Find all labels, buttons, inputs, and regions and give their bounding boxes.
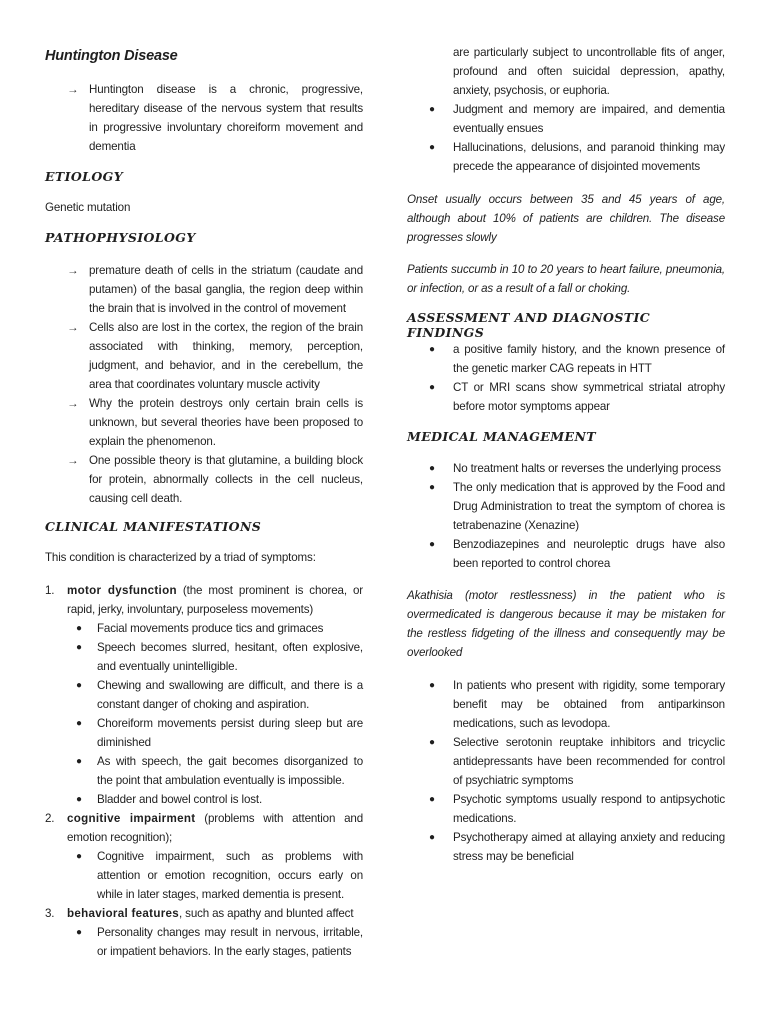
akathisia-paragraph: Akathisia (motor restlessness) in the patient who is overmedicated is dangerous because it may be mistaken for the restless fidgeting of the illness and consequently may be overlooked — [407, 589, 725, 659]
clinical-intro: This condition is characterized by a triad of symptoms: — [45, 551, 316, 564]
triad-item-motor: 1. motor dysfunction (the most prominent is chorea, or rapid, jerky, involuntary, purposeless movements) — [45, 584, 363, 616]
patho-item: → Cells also are lost in the cortex, the region of the brain associated with thinking, memory, perception, judgment, and behavior, and in the cerebellum, the area that coordinates voluntary muscle activity — [45, 318, 363, 394]
assessment-list — [407, 340, 725, 416]
management-list — [407, 459, 725, 573]
intro-paragraph — [45, 80, 363, 156]
arrow-icon: → — [67, 264, 79, 277]
pathophysiology-list — [45, 261, 363, 508]
treatment-list — [407, 676, 725, 866]
list-item: ● In patients who present with rigidity, some temporary benefit may be obtained from antiparkinson medications, such as levodopa. — [429, 679, 725, 730]
list-item: ● Hallucinations, delusions, and paranoid thinking may precede the appearance of disjointed movements — [429, 141, 725, 173]
triad-bullet: ● Cognitive impairment, such as problems with attention or emotion recognition, occurs early on while in later stages, marked dementia is present. — [76, 850, 363, 901]
list-item: ● Benzodiazepines and neuroleptic drugs have also been reported to control chorea — [429, 538, 725, 570]
intro-item — [45, 80, 363, 156]
list-item: ● Selective serotonin reuptake inhibitors and tricyclic antidepressants have been recommended for control of psychiatric symptoms — [429, 736, 725, 787]
triad-list — [45, 581, 363, 961]
clinical-heading: CLINICAL MANIFESTATIONS — [45, 519, 262, 534]
list-item: ● Psychotic symptoms usually respond to antipsychotic medications. — [429, 793, 725, 825]
assessment-heading: ASSESSMENT AND DIAGNOSTIC FINDINGS — [407, 310, 651, 340]
prognosis-paragraph: Patients succumb in 10 to 20 years to heart failure, pneumonia, or infection, or as a result of a fall or choking. — [407, 263, 725, 295]
list-item: ● Psychotherapy aimed at allaying anxiety and reducing stress may be beneficial — [429, 831, 725, 863]
list-item: ● No treatment halts or reverses the underlying process — [429, 462, 721, 475]
management-heading: MEDICAL MANAGEMENT — [407, 429, 596, 444]
triad-bullet: ● Facial movements produce tics and grimaces — [76, 622, 324, 635]
triad-bullet: ● Bladder and bowel control is lost. — [76, 793, 263, 806]
patho-item: → Why the protein destroys only certain brain cells is unknown, but several theories have been proposed to explain the phenomenon. — [45, 394, 363, 451]
pathophysiology-heading: PATHOPHYSIOLOGY — [45, 230, 196, 245]
etiology-text: Genetic mutation — [45, 201, 131, 214]
continued-bullet: are particularly subject to uncontrollable fits of anger, profound and often suicidal depression, apathy, anxiety, psychosis, or euphoria. ● Judgment and memory are impaired, and dementia eventually ensues ● Hallucinations, delusions, and paranoid thinking may precede the appearance of disjointed movements — [407, 43, 725, 176]
triad-bullet: ● Choreiform movements persist during sleep but are diminished — [76, 717, 363, 749]
arrow-icon: → — [67, 83, 79, 96]
document-title: Huntington Disease — [45, 48, 178, 64]
list-item: ● Judgment and memory are impaired, and dementia eventually ensues — [429, 103, 725, 135]
arrow-icon: → — [67, 454, 79, 467]
triad-item-behavioral: 3. behavioral features, such as apathy and blunted affect — [45, 907, 354, 920]
patho-item: → premature death of cells in the striatum (caudate and putamen) of the basal ganglia, the region deep within the brain that is involved in the control of movement — [45, 261, 363, 318]
list-item: ● a positive family history, and the known presence of the genetic marker CAG repeats in HTT — [429, 343, 725, 375]
list-item: ● The only medication that is approved by the Food and Drug Administration to treat the symptom of chorea is tetrabenazine (Xenazine) — [429, 481, 725, 532]
triad-bullet: ● As with speech, the gait becomes disorganized to the point that ambulation eventually is impossible. — [76, 755, 363, 787]
etiology-heading: ETIOLOGY — [45, 169, 124, 184]
patho-item: → One possible theory is that glutamine, a building block for protein, abnormally collects in the cell nucleus, causing cell death. — [45, 451, 363, 508]
triad-bullet: ● Chewing and swallowing are difficult, and there is a constant danger of choking and aspiration. — [76, 679, 363, 711]
onset-paragraph: Onset usually occurs between 35 and 45 years of age, although about 10% of patients are children. The disease progresses slowly — [407, 193, 725, 244]
arrow-icon: → — [67, 321, 79, 334]
triad-bullet: ● Speech becomes slurred, hesitant, often explosive, and eventually unintelligible. — [76, 641, 363, 673]
intro-text: Huntington disease is a chronic, progressive, hereditary disease of the nervous system that results in progressive involuntary choreiform movement and dementia — [89, 83, 363, 153]
list-item: ● CT or MRI scans show symmetrical striatal atrophy before motor symptoms appear — [429, 381, 725, 413]
triad-item-cognitive: 2. cognitive impairment (problems with attention and emotion recognition); — [45, 812, 363, 844]
triad-bullet: ● Personality changes may result in nervous, irritable, or impatient behaviors. In the early stages, patients — [76, 926, 363, 958]
arrow-icon: → — [67, 397, 79, 410]
